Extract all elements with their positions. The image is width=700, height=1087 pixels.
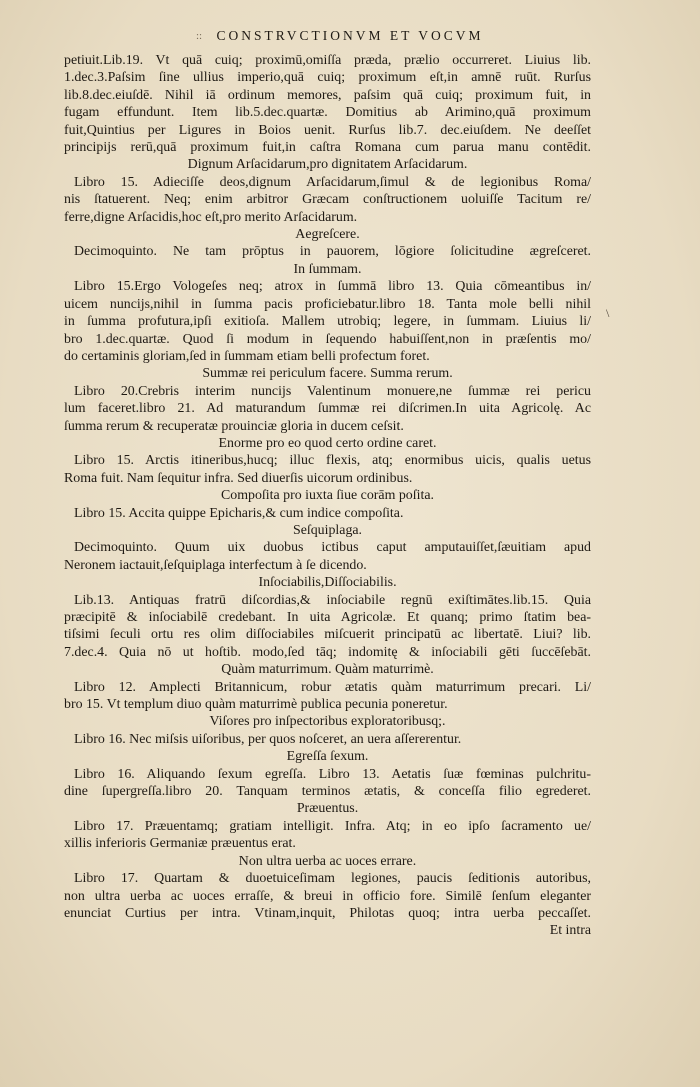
entry-heading: Seſquiplaga.: [292, 522, 363, 538]
text-line: dine ſupergreſſa.libro 20. Tanquam terminos ætatis, & conceſſa filio egrederet.: [64, 784, 591, 800]
text-line: principijs rerū,quā proximum fuit,in caſtra Romana cum parua manu contēdit.: [64, 140, 591, 156]
text-line: Decimoquinto. Ne tam prōptus in pauorem, lōgiore ſolicitudine ægreſceret.: [74, 244, 591, 260]
text-line: Libro 17. Præuentamq; gratiam intelligit. Infra. Atq; in eo ipſo ſacramento ue/: [74, 818, 591, 834]
entry-heading: Summæ rei periculum facere. Summa rerum.: [202, 366, 453, 382]
text-line: enunciat Curtius per intra. Vtinam,inquit, Philotas quoq; intra uerba peccaſſet.: [64, 905, 591, 921]
text-line: uicem nuncijs,nihil in ſumma pacis proficiebatur.libro 18. Tanta mole belli nihil: [64, 296, 591, 312]
text-line: Libro 16. Aliquando ſexum egreſſa. Libro 13. Aetatis ſuæ fœminas pulchritu-: [74, 766, 591, 782]
text-line: Decimoquinto. Quum uix duobus ictibus caput amputauiſſet,ſæuitiam apud: [74, 540, 591, 556]
text-line: xillis inferioris Germaniæ præuentus erat.: [64, 836, 296, 852]
running-header: CONSTRVCTIONVM ET VOCVM: [216, 28, 484, 43]
entry-heading: Non ultra uerba ac uoces errare.: [238, 853, 417, 869]
text-line: 1.dec.3.Paſsim ſine ullius imperio,quā cuiq; proximum eſt,in amnē ruūt. Rurſus: [64, 70, 591, 86]
text-line: Lib.13. Antiquas fratrū diſcordias,& inſociabile regnū exiſtimātes.lib.15. Quia: [74, 592, 591, 608]
text-line: Libro 12. Amplecti Britannicum, robur ætatis quàm maturrimum precari. Li/: [74, 679, 591, 695]
entry-heading: Quàm maturrimum. Quàm maturrimè.: [221, 662, 434, 678]
margin-mark: ::: [196, 30, 203, 42]
entry-heading: Egreſſa ſexum.: [286, 749, 369, 765]
text-line: ferre,digne Arſacidis,hoc eſt,pro merito Arſacidarum.: [64, 209, 358, 225]
text-line: Libro 16. Nec miſsis uiſoribus, per quos noſceret, an uera aſſererentur.: [74, 731, 462, 747]
text-line: præcipitē & inſociabilē credebant. In uita Agricolæ. Et quanq; primo ſtatim bea-: [64, 610, 591, 625]
margin-annotation: \: [606, 306, 610, 320]
text-line: Libro 20.Crebris interim nuncijs Valentinum monuere,ne ſummæ rei pericu: [74, 383, 591, 399]
text-line: petiuit.Lib.19. Vt quā cuiq; proximū,omiſſa præda, prælio occurreret. Liuius lib.: [64, 53, 591, 68]
text-line: tiſsimi ſeculi ortu res olim diſſociabiles miſcuerit principatū ac libertatē. Liui? lib.: [64, 627, 591, 643]
text-line: lum faceret.libro 21. Ad maturandum ſummæ rei diſcrimen.In uita Agricolę. Ac: [64, 401, 591, 417]
text-line: fugam effundunt. Item lib.5.dec.quartæ. Domitius ab Arimino,quā proximum: [64, 105, 591, 121]
text-line: do certaminis gloriam,ſed in ſummam etiam belli profectum foret.: [64, 348, 430, 364]
text-line: Libro 15.Ergo Vologeſes neq; atrox in ſummā libro 13. Quia cōmeantibus in/: [74, 279, 591, 295]
text-line: ſumma rerum & recuperatæ prouinciæ gloria in ducem ceſsit.: [64, 418, 404, 434]
text-line: bro 15. Vt templum diuo quàm maturrimè publica pecunia poneretur.: [64, 697, 448, 713]
text-line: Et intra: [549, 923, 591, 939]
entry-heading: Aegreſcere.: [295, 227, 360, 243]
text-line: fuit,Quintius per Ligures in Boios uenit. Rurſus lib.7. dec.eiuſdem. Ne deeſſet: [64, 122, 591, 138]
text-line: Neronem iactauit,ſeſquiplaga interfectum à ſe dicendo.: [64, 557, 367, 573]
text-line: Libro 15. Adieciſſe deos,dignum Arſacidarum,ſimul & de legionibus Roma/: [74, 174, 591, 190]
text-line: Libro 15. Accita quippe Epicharis,& cum indice compoſita.: [74, 505, 404, 521]
entry-heading: Compoſita pro iuxta ſiue corām poſita.: [221, 488, 434, 504]
text-line: in ſumma profutura,ipſi exitioſa. Mallem utrobiq; legere, in ſummam. Liuius li/: [64, 314, 591, 330]
entry-heading: Enorme pro eo quod certo ordine caret.: [218, 435, 437, 451]
entry-heading: Viſores pro inſpectoribus exploratoribusq;.: [209, 714, 446, 730]
text-line: Libro 15. Arctis itineribus,hucq; illuc flexis, atq; enormibus uicis, qualis uetus: [74, 453, 591, 469]
entry-heading: In ſummam.: [293, 261, 362, 277]
body-text: [64, 52, 591, 940]
text-line: non ultra uerba ac uoces erraſſe, & breui in officio fore. Similē ſenſum eleganter: [64, 888, 591, 904]
text-line: 7.dec.4. Quia nō ut hoſtib. modo,ſed tāq; indomitę & inſociabili gēti ſuccēſebāt.: [64, 644, 591, 660]
entry-heading: Inſociabilis,Diſſociabilis.: [258, 575, 397, 591]
text-line: lib.8.dec.eiuſdē. Nihil iā ordinum memores, paſsim quā cuiq; proximum fuit, in: [64, 87, 591, 103]
text-line: Libro 17. Quartam & duoetuiceſimam legiones, paucis ſeditionis autoribus,: [74, 871, 591, 887]
entry-heading: Dignum Arſacidarum,pro dignitatem Arſacidarum.: [187, 157, 468, 173]
text-line: Roma fuit. Nam ſequitur infra. Sed diuerſis uicorum ordinibus.: [64, 470, 413, 486]
entry-heading: Præuentus.: [296, 801, 359, 817]
text-line: bro 1.dec.quartæ. Quod ſi modum in ſequendo habuiſſent,non in præſentis mo/: [64, 331, 591, 347]
text-line: nis ſtatuerent. Neq; enim arbitror Græcam conſtructionem uoluiſſe Tacitum re/: [64, 192, 591, 208]
